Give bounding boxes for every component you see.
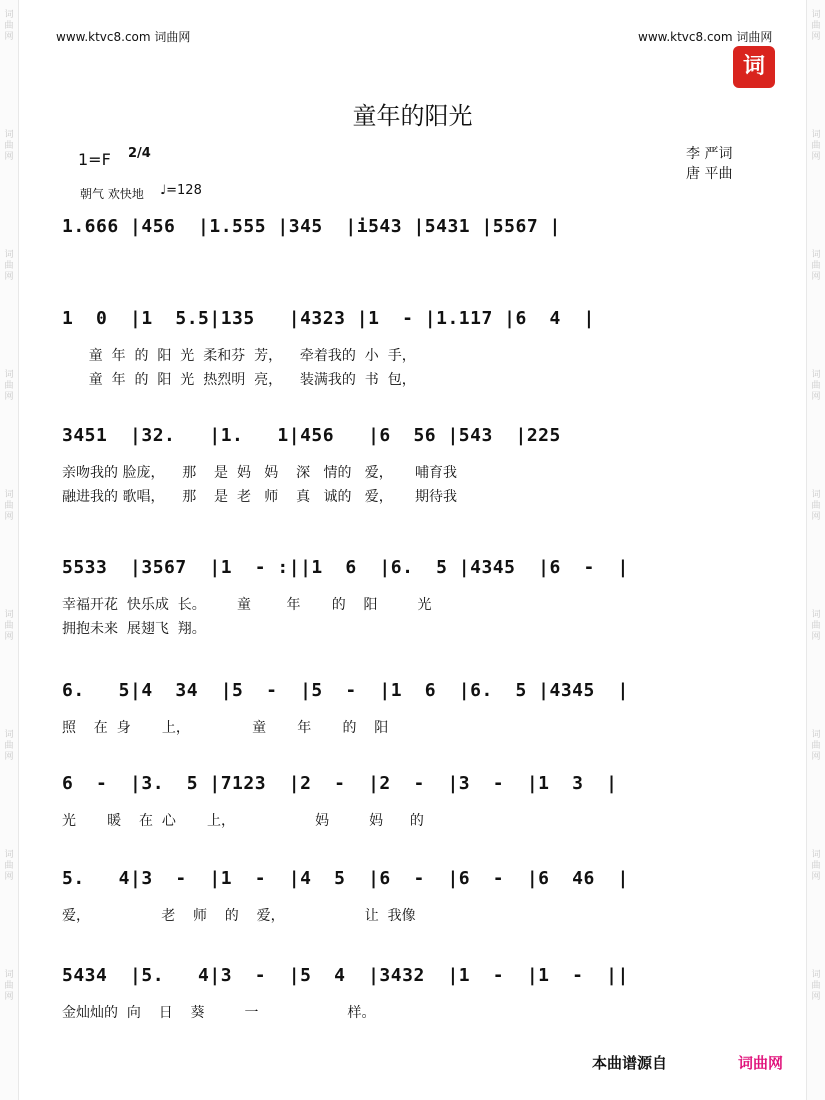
watermark-text: 词曲网	[4, 610, 14, 642]
watermark-text: 词曲网	[811, 10, 821, 42]
watermark-text: 词曲网	[811, 250, 821, 282]
lyric-line: 童 年 的 阳 光 热烈明 亮， 装满我的 书 包，	[62, 372, 416, 388]
lyricist-credit: 李 严词	[686, 146, 733, 162]
watermark-text: 词曲网	[4, 250, 14, 282]
watermark-text: 词曲网	[4, 370, 14, 402]
seal-logo: 词	[733, 46, 775, 88]
lyric-line: 金灿灿的 向 日 葵 一 样。	[62, 1005, 376, 1021]
lyric-line: 光 暖 在 心 上， 妈 妈 的	[62, 813, 424, 829]
lyric-line: 幸福开花 快乐成 长。 童 年 的 阳 光	[62, 597, 432, 613]
watermark-text: 词曲网	[811, 970, 821, 1002]
lyric-line: 融进我的 歌唱， 那 是 老 师 真 诚的 爱， 期待我	[62, 489, 458, 505]
watermark-text: 词曲网	[4, 10, 14, 42]
left-margin-strip	[0, 0, 19, 1100]
header-site-left[interactable]: www.ktvc8.com 词曲网	[56, 30, 191, 44]
watermark-text: 词曲网	[811, 850, 821, 882]
watermark-text: 词曲网	[4, 850, 14, 882]
notation-row: 3451 |32. |1. 1|456 |6 56 |543 |225	[62, 425, 584, 446]
tempo-mark: ♩=128	[160, 183, 202, 198]
lyric-line: 童 年 的 阳 光 柔和芬 芳， 牵着我的 小 手，	[62, 348, 416, 364]
key-signature: 1=F	[78, 150, 111, 169]
song-title: 童年的阳光	[352, 102, 473, 130]
watermark-text: 词曲网	[4, 130, 14, 162]
notation-row: 6. 5|4 34 |5 - |5 - |1 6 |6. 5 |4345 |	[62, 680, 629, 701]
lyric-line: 拥抱未来 展翅飞 翔。	[62, 621, 206, 637]
watermark-text: 词曲网	[811, 490, 821, 522]
footer-source-label: 本曲谱源自	[592, 1054, 668, 1072]
watermark-text: 词曲网	[811, 730, 821, 762]
composer-credit: 唐 平曲	[686, 166, 733, 182]
notation-row: 1 0 |1 5.5|135 |4323 |1 - |1.117 |6 4 |	[62, 308, 595, 329]
header-site-right[interactable]: www.ktvc8.com 词曲网	[638, 30, 773, 44]
watermark-text: 词曲网	[4, 730, 14, 762]
notation-row: 5. 4|3 - |1 - |4 5 |6 - |6 - |6 46 |	[62, 868, 629, 889]
notation-row: 5434 |5. 4|3 - |5 4 |3432 |1 - |1 - ||	[62, 965, 629, 986]
watermark-text: 词曲网	[4, 970, 14, 1002]
expression-mark: 朝气 欢快地	[80, 187, 144, 201]
notation-row: 1.666 |456 |1.555 |345 |i543 |5431 |5567 |	[62, 216, 561, 237]
footer-source-site[interactable]: 词曲网	[738, 1054, 784, 1072]
watermark-text: 词曲网	[4, 490, 14, 522]
lyric-line: 亲吻我的 脸庞， 那 是 妈 妈 深 情的 爱， 哺育我	[62, 465, 458, 481]
watermark-text: 词曲网	[811, 130, 821, 162]
watermark-text: 词曲网	[811, 370, 821, 402]
watermark-text: 词曲网	[811, 610, 821, 642]
right-margin-strip	[806, 0, 825, 1100]
time-signature: 2/4	[128, 146, 151, 161]
notation-row: 6 - |3. 5 |7123 |2 - |2 - |3 - |1 3 |	[62, 773, 618, 794]
notation-row: 5533 |3567 |1 - :||1 6 |6. 5 |4345 |6 - |	[62, 557, 629, 578]
lyric-line: 照 在 身 上， 童 年 的 阳	[62, 720, 389, 736]
lyric-line: 爱， 老 师 的 爱， 让 我像	[62, 908, 416, 924]
